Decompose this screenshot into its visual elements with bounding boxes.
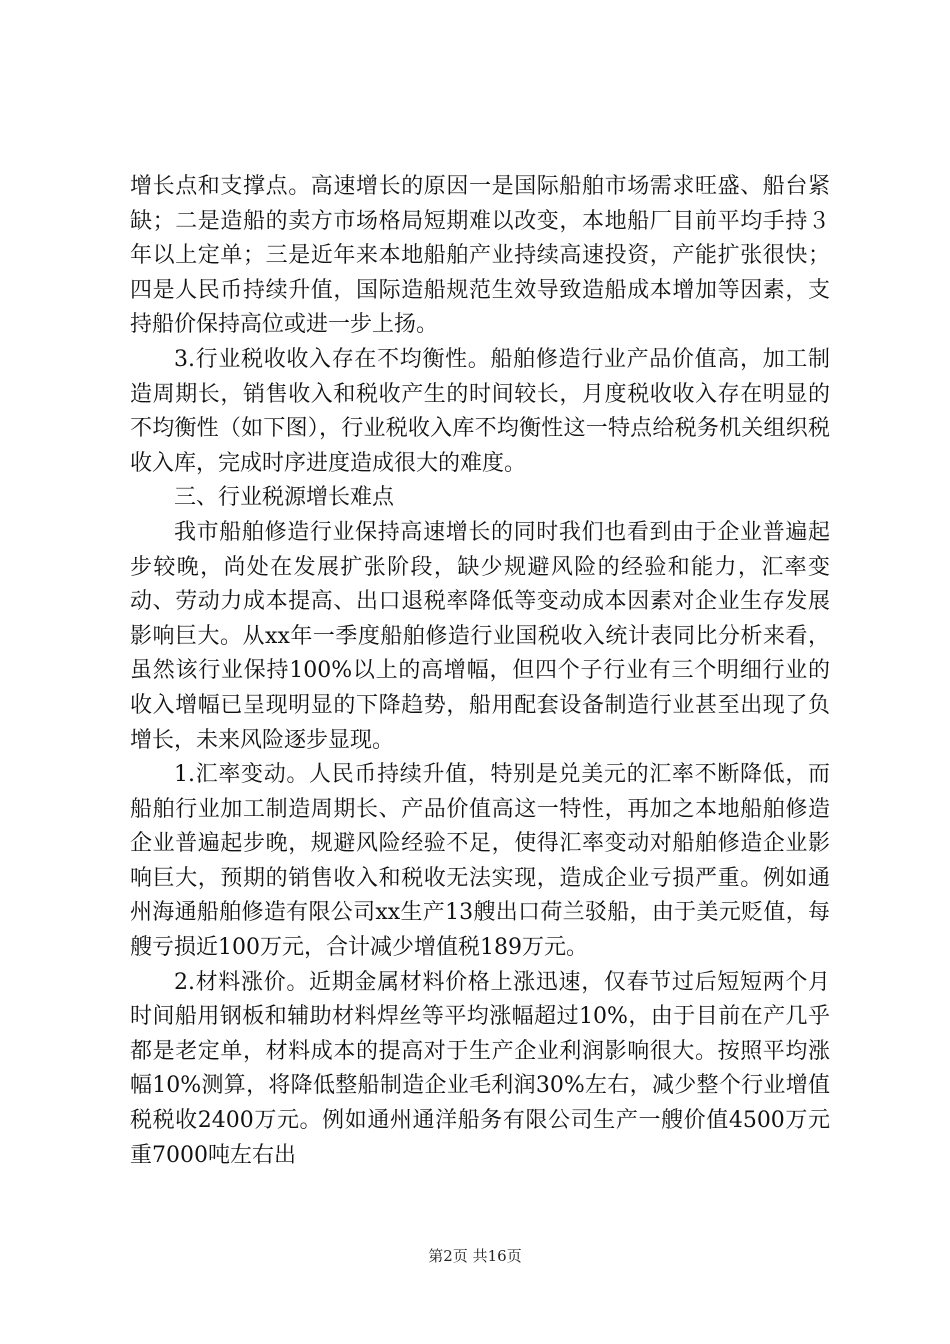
page-footer: 第2页 共16页 — [428, 1247, 522, 1265]
section-heading: 三、行业税源增长难点 — [174, 485, 395, 511]
paragraph-6: 2.材料涨价。近期金属材料价格上涨迅速，仅春节过后短短两个月时间船用钢板和辅助材料焊丝等平均涨幅超过10%，由于目前在产几乎都是老定单，材料成本的提高对于生产企业利润影响很大。按照平均涨幅10%测算，将降低整船制造企业毛利润30%左右，减少整个行业增值税税收2400万元。例如通州通洋船务有限公司生产一艘价值4500万元重7000吨左右出 — [130, 969, 830, 1168]
document-body — [130, 170, 830, 1173]
paragraph-4: 我市船舶修造行业保持高速增长的同时我们也看到由于企业普遍起步较晚，尚处在发展扩张阶段，缺少规避风险的经验和能力，汇率变动、劳动力成本提高、出口退税率降低等变动成本因素对企业生存发展影响巨大。从xx年一季度船舶修造行业国税收入统计表同比分析来看，虽然该行业保持100%以上的高增幅，但四个子行业有三个明细行业的收入增幅已呈现明显的下降趋势，船用配套设备制造行业甚至出现了负增长，未来风险逐步显现。 — [130, 519, 830, 753]
paragraph-1: 增长点和支撑点。高速增长的原因一是国际船舶市场需求旺盛、船台紧缺；二是造船的卖方市场格局短期难以改变，本地船厂目前平均手持３年以上定单；三是近年来本地船舶产业持续高速投资，产能扩张很快；四是人民币持续升值，国际造船规范生效导致造船成本增加等因素，支持船价保持高位或进一步上扬。 — [130, 174, 830, 338]
paragraph-5: 1.汇率变动。人民币持续升值，特别是兑美元的汇率不断降低，而船舶行业加工制造周期长、产品价值高这一特性，再加之本地船舶修造企业普遍起步晚，规避风险经验不足，使得汇率变动对船舶修造企业影响巨大，预期的销售收入和税收无法实现，造成企业亏损严重。例如通州海通船舶修造有限公司xx生产13艘出口荷兰驳船，由于美元贬值，每艘亏损近100万元，合计减少增值税189万元。 — [130, 762, 830, 961]
paragraph-2: 3.行业税收收入存在不均衡性。船舶修造行业产品价值高，加工制造周期长，销售收入和税收产生的时间较长，月度税收收入存在明显的不均衡性（如下图），行业税收入库不均衡性这一特点给税务机关组织税收入库，完成时序进度造成很大的难度。 — [130, 346, 830, 476]
